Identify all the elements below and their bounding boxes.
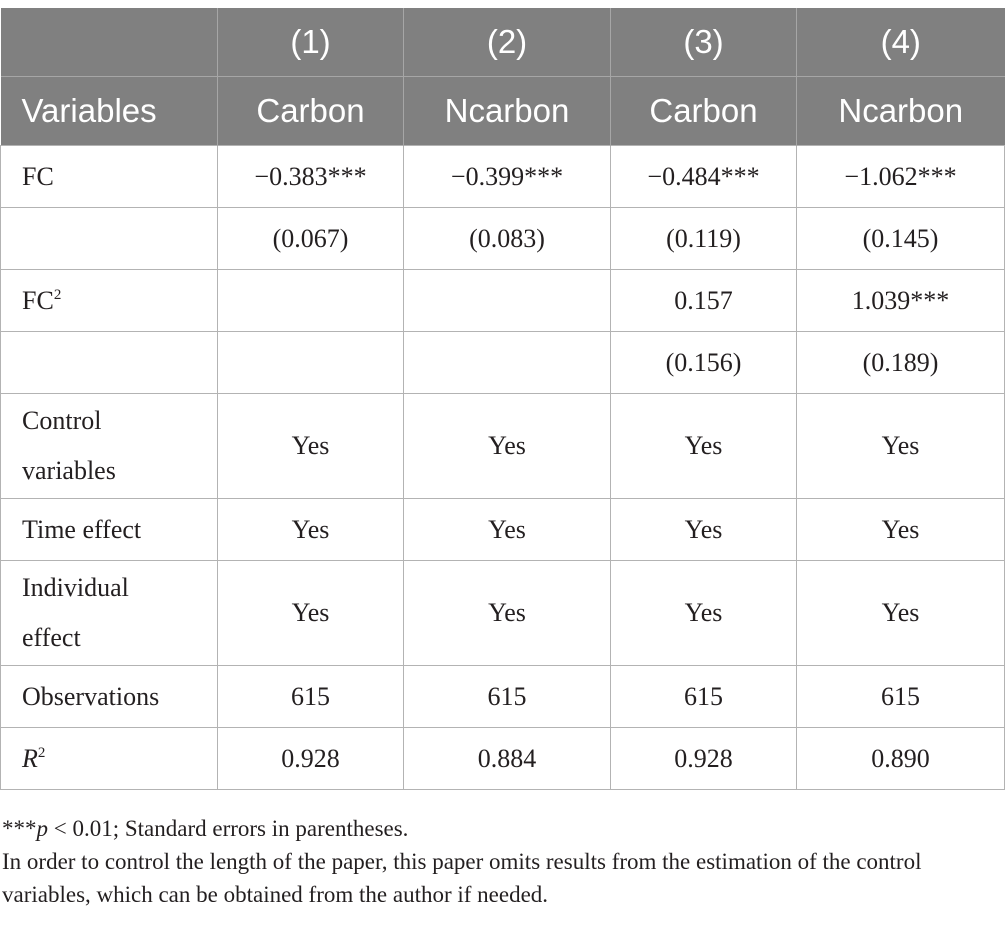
r2-superscript: 2 [37,744,46,761]
table-cell: 0.928 [218,728,404,790]
table-cell: (0.067) [218,208,404,270]
table-row-control-variables [1,394,1005,499]
table-cell: 615 [404,666,611,728]
column-number-1: (1) [218,8,404,77]
row-label-individual-effect [1,561,218,666]
row-label-r-squared [1,728,218,790]
table-row-fc-squared-se [1,332,1005,394]
table-cell [404,332,611,394]
table-row-individual-effect [1,561,1005,666]
table-cell: (0.145) [797,208,1005,270]
table-cell: Yes [218,499,404,561]
row-label-time-effect: Time effect [1,499,218,561]
table-cell: Yes [797,499,1005,561]
individual-label-line2: effect [22,623,81,652]
row-label-fc: FC [1,146,218,208]
row-label-fc-squared [1,270,218,332]
individual-label-line1: Individual [22,573,129,602]
table-cell [404,270,611,332]
table-cell: 0.928 [611,728,797,790]
table-cell: Yes [404,394,611,499]
table-row-fc [1,146,1005,208]
dependent-var-2: Ncarbon [404,77,611,146]
table-row-fc-se [1,208,1005,270]
header-row-column-numbers [1,8,1005,77]
table-cell: 0.157 [611,270,797,332]
table-cell: Yes [797,561,1005,666]
table-cell: Yes [218,561,404,666]
column-number-2: (2) [404,8,611,77]
fc2-base: FC [22,285,54,315]
table-cell: 0.890 [797,728,1005,790]
row-label-empty [1,332,218,394]
variables-header: Variables [1,77,218,146]
header-row-variables [1,77,1005,146]
table-cell: (0.156) [611,332,797,394]
sig-rest: < 0.01; Standard errors in parentheses. [48,816,409,841]
row-label-observations: Observations [1,666,218,728]
sig-p: p [36,816,48,841]
column-number-4: (4) [797,8,1005,77]
table-cell: Yes [404,499,611,561]
control-label-line2: variables [22,456,116,485]
fc2-superscript: 2 [53,286,62,303]
significance-note [2,812,1005,845]
row-label-control-variables [1,394,218,499]
table-cell [218,332,404,394]
table-row-r-squared [1,728,1005,790]
table-cell: (0.119) [611,208,797,270]
table-cell [218,270,404,332]
table-cell: 615 [218,666,404,728]
table-row-time-effect [1,499,1005,561]
table-cell: 615 [797,666,1005,728]
row-label-empty [1,208,218,270]
header-empty-cell [1,8,218,77]
table-cell: (0.189) [797,332,1005,394]
table-cell: Yes [611,499,797,561]
table-row-observations [1,666,1005,728]
r2-base: R [22,743,38,773]
column-number-3: (3) [611,8,797,77]
table-cell: −1.062*** [797,146,1005,208]
dependent-var-3: Carbon [611,77,797,146]
table-cell: −0.484*** [611,146,797,208]
table-cell: Yes [611,561,797,666]
table-cell: −0.399*** [404,146,611,208]
table-cell: (0.083) [404,208,611,270]
table-cell: Yes [611,394,797,499]
table-cell: Yes [404,561,611,666]
table-cell: 615 [611,666,797,728]
regression-results-table [0,8,1005,790]
table-cell: Yes [797,394,1005,499]
table-cell: −0.383*** [218,146,404,208]
table-row-fc-squared [1,270,1005,332]
table-cell: 1.039*** [797,270,1005,332]
table-footnotes [2,812,1005,911]
table-cell: 0.884 [404,728,611,790]
sig-stars: *** [2,816,37,841]
control-variables-note: In order to control the length of the paper, this paper omits results from the estimation of the control variables, which can be obtained from the author if needed. [2,849,922,907]
table-cell: Yes [218,394,404,499]
control-label-line1: Control [22,406,102,435]
dependent-var-1: Carbon [218,77,404,146]
dependent-var-4: Ncarbon [797,77,1005,146]
